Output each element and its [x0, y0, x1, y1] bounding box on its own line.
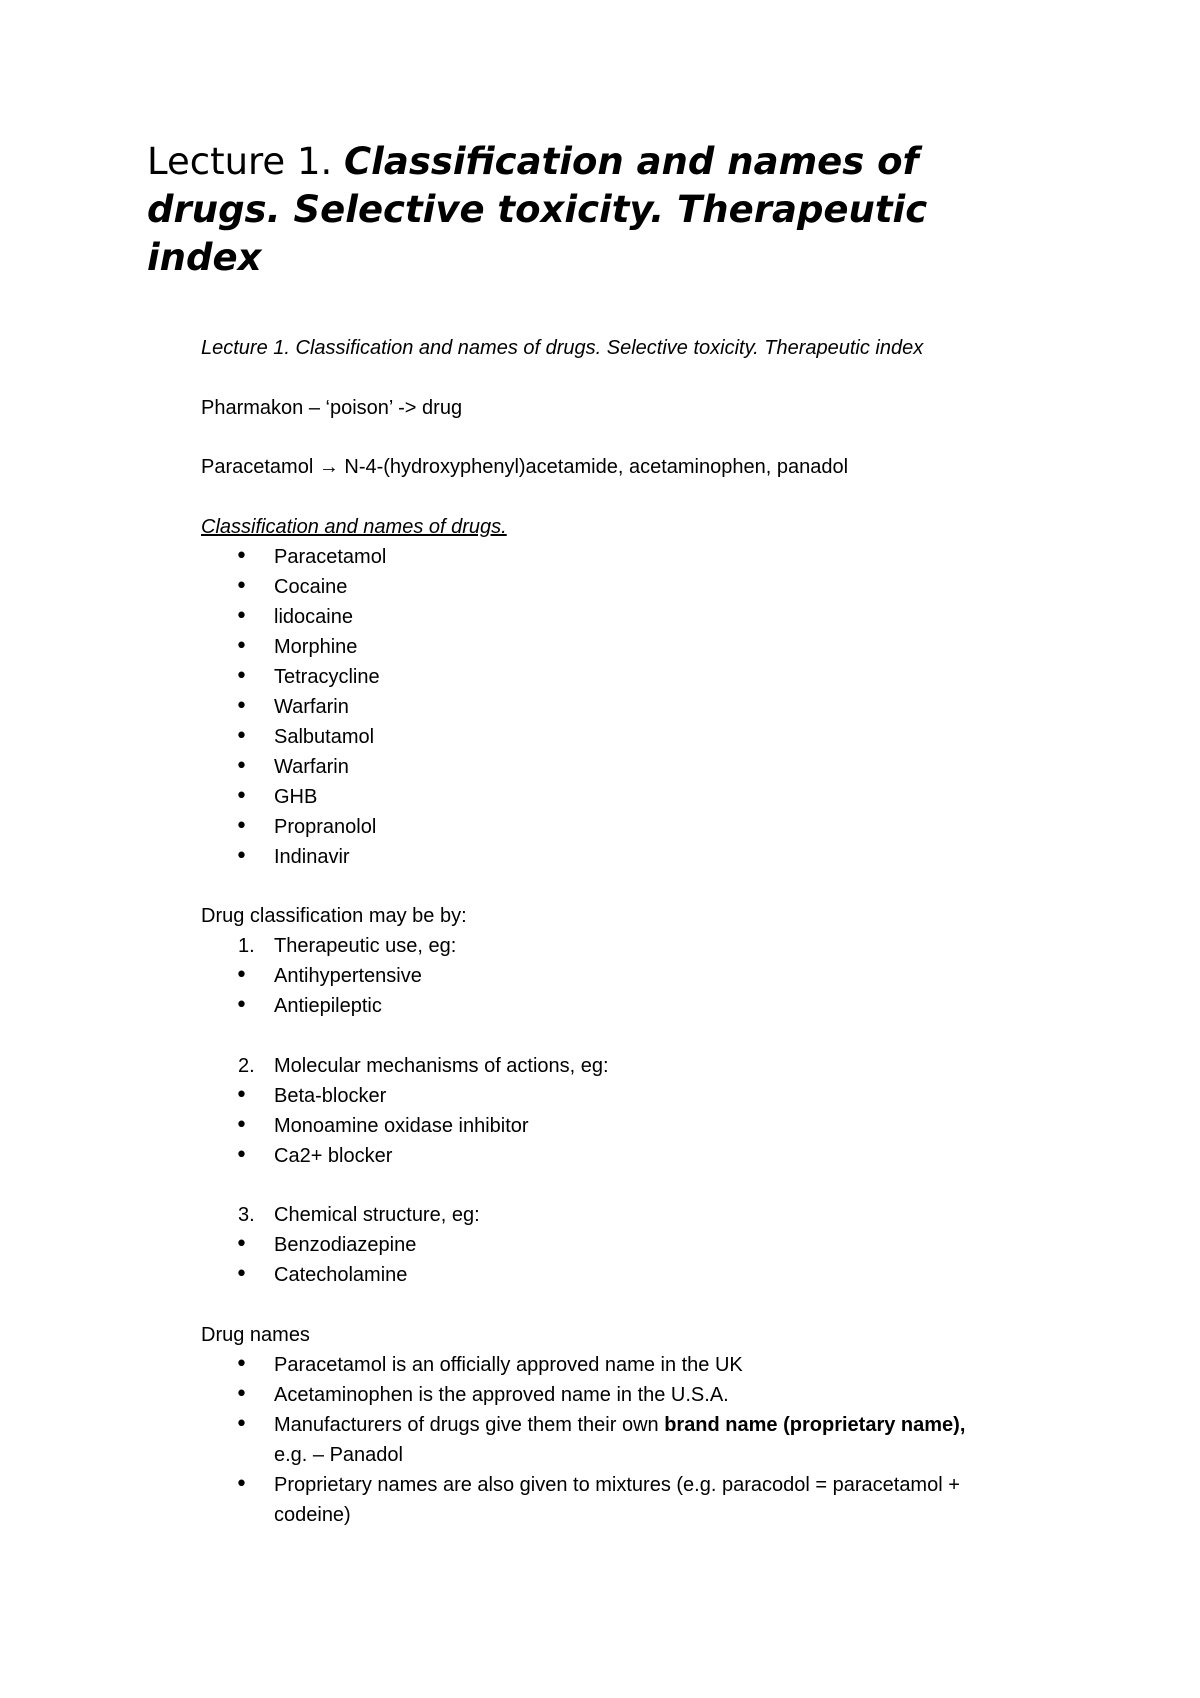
list-item: • Beta-blocker [201, 1081, 1081, 1111]
list-item: • Benzodiazepine [201, 1230, 1081, 1260]
classification-heading: Classification and names of drugs. [201, 515, 507, 538]
numbered-label: Therapeutic use, eg: [274, 935, 457, 957]
page-title [147, 138, 1047, 282]
list-item: • Salbutamol [201, 722, 1081, 752]
number-label: 3. [238, 1204, 255, 1226]
numbered-item-molecular-mechanisms [201, 1051, 1081, 1081]
numbered-label: Chemical structure, eg: [274, 1204, 480, 1226]
list-item: • Paracetamol [201, 542, 1081, 572]
drug-list [201, 542, 1081, 872]
list-item: • Antihypertensive [201, 961, 1081, 991]
numbered-item-therapeutic-use [201, 931, 1081, 961]
list-item: • Paracetamol is an officially approved name in the UK [201, 1350, 1081, 1380]
list-item: • Proprietary names are also given to mixtures (e.g. paracodol = paracetamol + [201, 1470, 1081, 1500]
list-item: • Catecholamine [201, 1260, 1081, 1290]
paracetamol-line: Paracetamol → N-4-(hydroxyphenyl)acetamide, acetaminophen, panadol [201, 456, 849, 478]
list-item: • Cocaine [201, 572, 1081, 602]
list-item: • Monoamine oxidase inhibitor [201, 1111, 1081, 1141]
list-item: • Morphine [201, 632, 1081, 662]
list-item [201, 1410, 1081, 1440]
list-item: • Ca2+ blocker [201, 1141, 1081, 1171]
pharmakon-line: Pharmakon – ‘poison’ -> drug [201, 396, 463, 419]
list-item-continuation: codeine) [274, 1503, 351, 1526]
document-body [201, 333, 1081, 1530]
title-emphasis: Classification and names of drugs. Selective toxicity. Therapeutic index [147, 140, 928, 279]
list-item: • Tetracycline [201, 662, 1081, 692]
list-item: • Antiepileptic [201, 991, 1081, 1021]
list-item: • Acetaminophen is the approved name in the U.S.A. [201, 1380, 1081, 1410]
number-label: 2. [238, 1054, 255, 1077]
list-item: • GHB [201, 782, 1081, 812]
list-item: • Warfarin [201, 692, 1081, 722]
list-item: • Warfarin [201, 752, 1081, 782]
drug-classification-intro: Drug classification may be by: [201, 905, 467, 927]
list-item: • lidocaine [201, 602, 1081, 632]
numbered-label: Molecular mechanisms of actions, eg: [274, 1054, 609, 1077]
list-item: • Propranolol [201, 812, 1081, 842]
numbered-item-chemical-structure [201, 1200, 1081, 1230]
number-label: 1. [238, 935, 255, 957]
drug-names-heading: Drug names [201, 1323, 310, 1346]
list-item-continuation: e.g. – Panadol [274, 1443, 403, 1466]
title-prefix: Lecture 1. [147, 140, 345, 183]
list-item: • Indinavir [201, 842, 1081, 872]
lecture-heading: Lecture 1. Classification and names of drugs. Selective toxicity. Therapeutic index [201, 337, 924, 359]
item-bold-text: brand name (proprietary name), [664, 1413, 966, 1436]
item-text: Manufacturers of drugs give them their own [274, 1413, 665, 1436]
